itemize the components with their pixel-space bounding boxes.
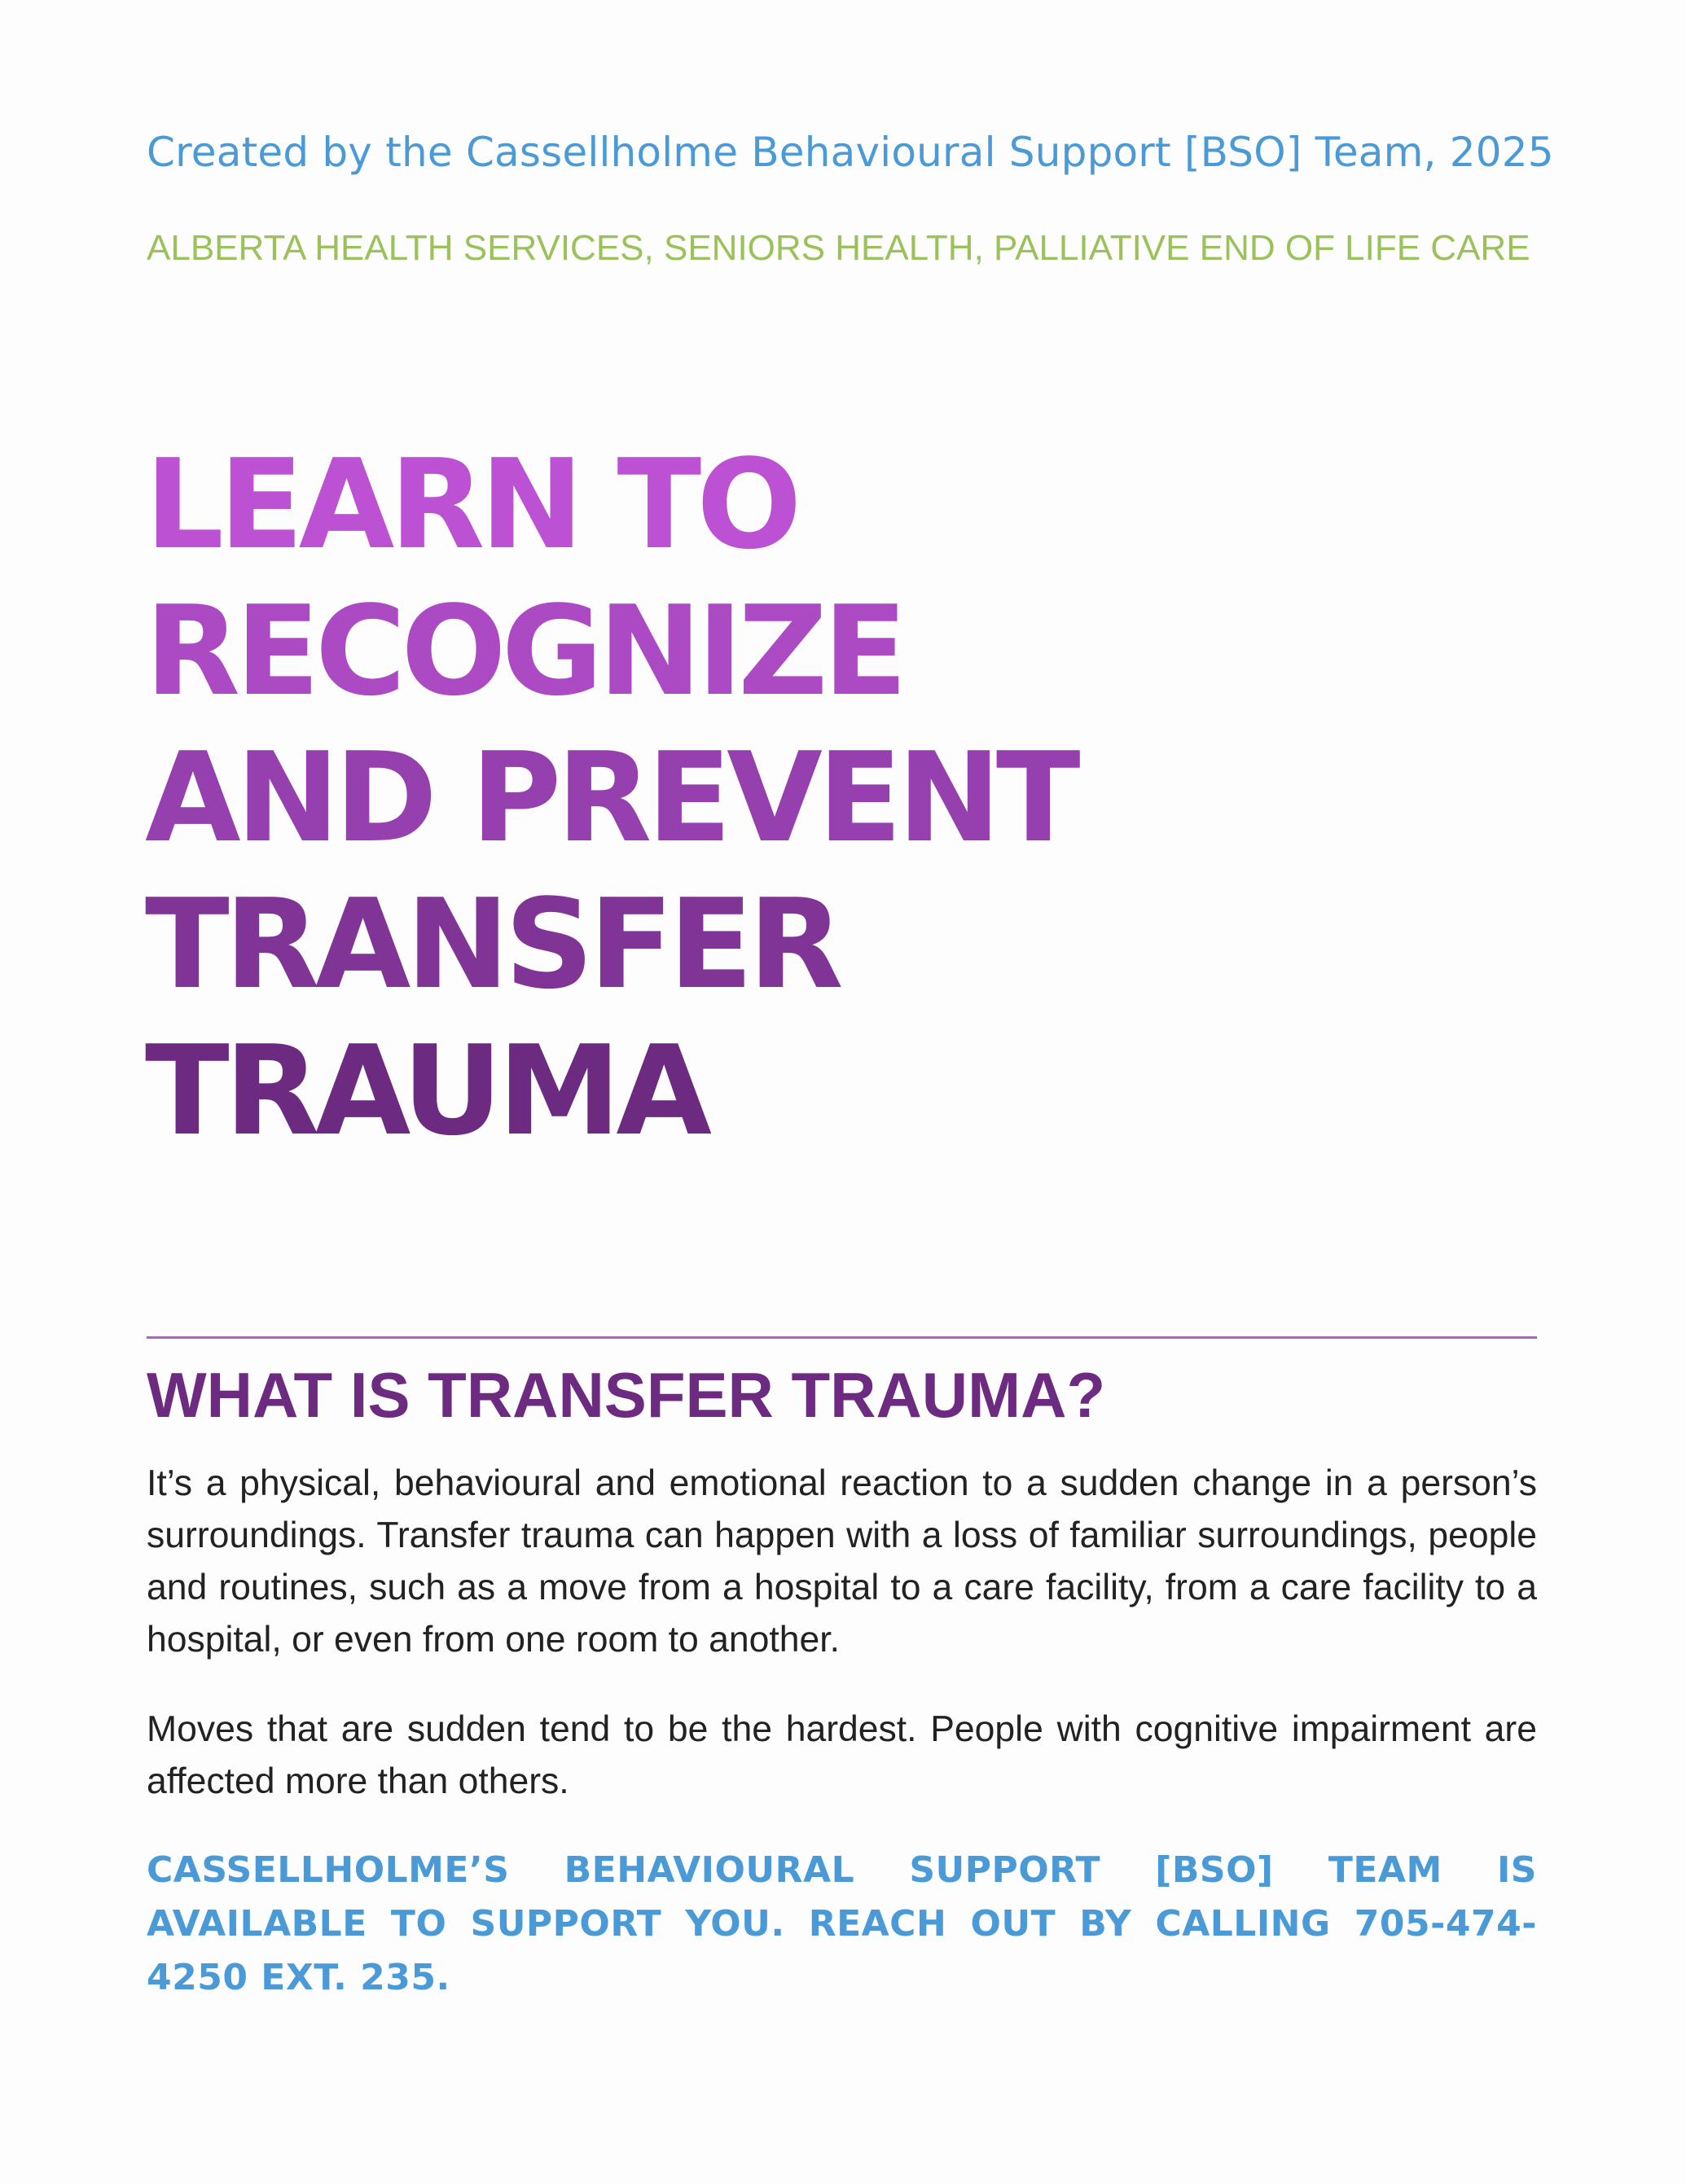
- headline-line-1: LEARN TO: [145, 432, 797, 577]
- credit-line: Created by the Cassellholme Behavioural Support [BSO] Team, 2025: [147, 129, 1554, 176]
- section-divider: [147, 1336, 1537, 1339]
- contact-callout: CASSELLHOLME’S BEHAVIOURAL SUPPORT [BSO] TEAM IS AVAILABLE TO SUPPORT YOU. REACH OUT BY CALLING 705-474-4250 EXT. 235.: [147, 1849, 1537, 1998]
- headline-line-3: AND PREVENT: [145, 726, 1076, 870]
- headline-line-2: RECOGNIZE: [145, 579, 903, 723]
- organization-line: ALBERTA HEALTH SERVICES, SENIORS HEALTH, PALLIATIVE END OF LIFE CARE: [147, 228, 1530, 268]
- section-title: WHAT IS TRANSFER TRAUMA?: [147, 1359, 1106, 1431]
- paragraph-sudden-moves: Moves that are sudden tend to be the hardest. People with cognitive impairment are affected more than others.: [147, 1709, 1537, 1801]
- headline: [145, 432, 1204, 1164]
- paragraph-definition: It’s a physical, behavioural and emotional reaction to a sudden change in a person’s surroundings. Transfer trauma can happen with a loss of familiar surroundings, people and routines, such as a move from a hospital to a care facility, from a care facility to a hospital, or even from one room to another.: [147, 1463, 1537, 1660]
- headline-line-5: TRAUMA: [145, 1019, 708, 1163]
- headline-line-4: TRANSFER: [145, 872, 839, 1016]
